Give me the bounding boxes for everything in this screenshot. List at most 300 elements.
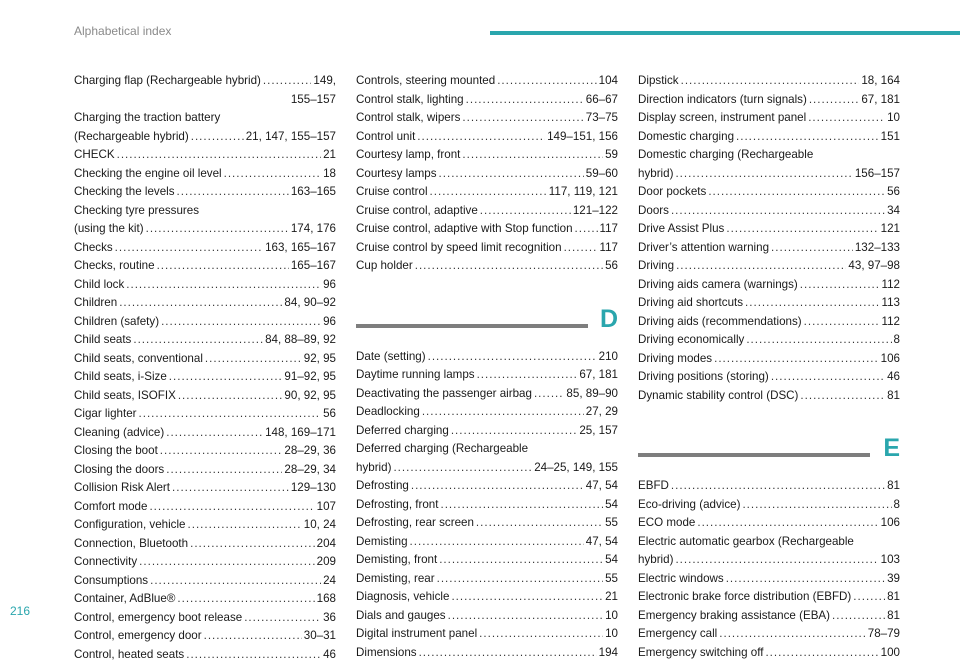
entry-title: Cruise control, adaptive: [356, 202, 478, 221]
entry-row: [74, 572, 336, 591]
entry-pages: 21: [605, 588, 618, 607]
entry-title: Closing the boot: [74, 442, 158, 461]
dot-leader: [771, 239, 853, 258]
entry-row: [356, 625, 618, 644]
index-entry: [638, 146, 900, 183]
entry-title: (using the kit): [74, 220, 144, 239]
entry-row: [638, 294, 900, 313]
dot-leader: [410, 533, 584, 552]
entry-title: Emergency call: [638, 625, 717, 644]
index-entry: [74, 202, 336, 239]
entry-pages: 10: [605, 607, 618, 626]
entry-pages: 90, 92, 95: [284, 387, 336, 406]
dot-leader: [451, 588, 603, 607]
entry-title: Child seats, conventional: [74, 350, 203, 369]
index-entry: [74, 257, 336, 276]
dot-leader: [726, 570, 885, 589]
entry-title-line: Deferred charging (Rechargeable: [356, 440, 618, 459]
entry-row: [638, 551, 900, 570]
entry-row: [356, 533, 618, 552]
entry-pages: 163, 165–167: [265, 239, 336, 258]
entry-pages: 66–67: [586, 91, 618, 110]
entry-title: Display screen, instrument panel: [638, 109, 806, 128]
entry-title: Digital instrument panel: [356, 625, 477, 644]
entry-title: Driving aids (recommendations): [638, 313, 802, 332]
entry-row: [638, 477, 900, 496]
index-entry: [638, 91, 900, 110]
section-letter-d: D: [600, 304, 618, 334]
entry-title: Connection, Bluetooth: [74, 535, 188, 554]
entry-pages: 56: [605, 257, 618, 276]
entry-pages: 55: [605, 570, 618, 589]
entry-pages: 10: [605, 625, 618, 644]
entry-title: Emergency braking assistance (EBA): [638, 607, 830, 626]
index-entry: [638, 477, 900, 496]
index-entry: [74, 294, 336, 313]
dot-leader: [422, 403, 584, 422]
dot-leader: [765, 644, 878, 663]
entry-title: CHECK: [74, 146, 115, 165]
entry-title: Children: [74, 294, 117, 313]
entry-pages: 21, 147, 155–157: [246, 128, 336, 147]
dot-leader: [462, 109, 583, 128]
entry-row: [356, 202, 618, 221]
index-entry: [638, 331, 900, 350]
entry-title: ECO mode: [638, 514, 695, 533]
entry-pages: 54: [605, 551, 618, 570]
entry-row: [356, 128, 618, 147]
entry-pages: 204: [317, 535, 336, 554]
dot-leader: [697, 514, 878, 533]
entry-row: [74, 368, 336, 387]
entry-row: [356, 403, 618, 422]
dot-leader: [497, 72, 596, 91]
index-entry: [356, 239, 618, 258]
entry-title: Collision Risk Alert: [74, 479, 170, 498]
entry-pages: 121–122: [573, 202, 618, 221]
entry-title: (Rechargeable hybrid): [74, 128, 189, 147]
page-number: 216: [10, 604, 30, 618]
dot-leader: [534, 385, 564, 404]
dot-leader: [415, 257, 603, 276]
entry-title: Driving: [638, 257, 674, 276]
entry-pages: 30–31: [304, 627, 336, 646]
entry-row: [638, 276, 900, 295]
entry-title: Container, AdBlue®: [74, 590, 175, 609]
index-entry: [356, 202, 618, 221]
dot-leader: [736, 128, 879, 147]
index-group-e: [638, 477, 900, 662]
entry-pages: 103: [881, 551, 900, 570]
entry-row: [638, 183, 900, 202]
entry-row: [638, 331, 900, 350]
entry-pages: 39: [887, 570, 900, 589]
index-entry: [74, 331, 336, 350]
index-entry: [638, 109, 900, 128]
index-entry: [356, 422, 618, 441]
entry-title: Courtesy lamp, front: [356, 146, 460, 165]
entry-pages: 121: [881, 220, 900, 239]
entry-pages: 34: [887, 202, 900, 221]
entry-pages: 151: [881, 128, 900, 147]
entry-row: [356, 91, 618, 110]
entry-title-line: Domestic charging (Rechargeable: [638, 146, 900, 165]
entry-row: [74, 498, 336, 517]
entry-row: [356, 385, 618, 404]
dot-leader: [133, 331, 263, 350]
entry-pages: 55: [605, 514, 618, 533]
dot-leader: [832, 607, 885, 626]
entry-row: [356, 72, 618, 91]
entry-row: [74, 609, 336, 628]
entry-title: hybrid): [638, 165, 673, 184]
dot-leader: [719, 625, 865, 644]
entry-pages: 104: [599, 72, 618, 91]
dot-leader: [244, 609, 321, 628]
entry-title: Checks, routine: [74, 257, 155, 276]
entry-row: [74, 165, 336, 184]
entry-row: [74, 294, 336, 313]
dot-leader: [186, 646, 321, 664]
entry-pages: 210: [599, 348, 618, 367]
dot-leader: [671, 202, 885, 221]
index-entry: [356, 570, 618, 589]
entry-row: [74, 313, 336, 332]
entry-title: Control stalk, wipers: [356, 109, 460, 128]
dot-leader: [188, 516, 302, 535]
entry-pages: 56: [887, 183, 900, 202]
dot-leader: [462, 146, 603, 165]
dot-leader: [177, 590, 314, 609]
dot-leader: [411, 477, 584, 496]
entry-title: Checks: [74, 239, 113, 258]
entry-pages: 78–79: [868, 625, 900, 644]
dot-leader: [564, 239, 598, 258]
index-entry: [74, 590, 336, 609]
index-entry: [638, 313, 900, 332]
entry-pages: 81: [887, 477, 900, 496]
entry-pages: 112: [882, 276, 900, 295]
index-entry: [356, 128, 618, 147]
entry-row: [74, 627, 336, 646]
index-column-3: [638, 72, 900, 662]
dot-leader: [800, 387, 885, 406]
dot-leader: [479, 625, 603, 644]
entry-row: [74, 405, 336, 424]
entry-pages: 59–60: [586, 165, 618, 184]
dot-leader: [742, 496, 891, 515]
index-group-d-continued: [638, 72, 900, 405]
entry-pages: 96: [323, 276, 336, 295]
index-entry: [356, 165, 618, 184]
entry-title: Deadlocking: [356, 403, 420, 422]
index-entry: [638, 257, 900, 276]
entry-pages: 67, 181: [861, 91, 900, 110]
dot-leader: [224, 165, 321, 184]
entry-pages: 46: [323, 646, 336, 664]
entry-title: Cruise control by speed limit recognition: [356, 239, 562, 258]
dot-leader: [800, 276, 880, 295]
index-entry: [74, 646, 336, 664]
entry-row: [74, 479, 336, 498]
entry-title: Control, emergency boot release: [74, 609, 242, 628]
entry-title: Closing the doors: [74, 461, 164, 480]
entry-title: Cruise control, adaptive with Stop function: [356, 220, 573, 239]
entry-row: [638, 350, 900, 369]
entry-pages: 67, 181: [579, 366, 618, 385]
entry-row: [638, 257, 900, 276]
entry-row: [356, 348, 618, 367]
entry-title: Cruise control: [356, 183, 428, 202]
dot-leader: [448, 607, 604, 626]
entry-pages: 28–29, 36: [284, 442, 336, 461]
entry-title: Demisting, rear: [356, 570, 435, 589]
entry-row: [74, 553, 336, 572]
entry-row: [638, 368, 900, 387]
entry-title: Courtesy lamps: [356, 165, 437, 184]
index-entry: [74, 442, 336, 461]
entry-row: [638, 220, 900, 239]
entry-pages: 18, 164: [861, 72, 900, 91]
entry-title: Electric windows: [638, 570, 724, 589]
dot-leader: [439, 551, 603, 570]
entry-row: [356, 459, 618, 478]
index-entry: [74, 627, 336, 646]
index-entry: [356, 146, 618, 165]
index-entry: [74, 313, 336, 332]
entry-row: [74, 442, 336, 461]
dot-leader: [150, 572, 321, 591]
entry-title: Control, emergency door: [74, 627, 202, 646]
entry-row: [74, 276, 336, 295]
dot-leader: [191, 128, 244, 147]
entry-title: Child lock: [74, 276, 124, 295]
entry-title: Deferred charging: [356, 422, 449, 441]
entry-row: [638, 387, 900, 406]
entry-row: [356, 366, 618, 385]
entry-row: [638, 625, 900, 644]
index-entry: [638, 644, 900, 663]
index-entry: [74, 572, 336, 591]
entry-title: Connectivity: [74, 553, 137, 572]
index-entry: [356, 220, 618, 239]
entry-pages: 149–151, 156: [547, 128, 618, 147]
entry-pages: 43, 97–98: [848, 257, 900, 276]
entry-row: [356, 220, 618, 239]
index-entry: [356, 348, 618, 367]
dot-leader: [178, 387, 283, 406]
entry-row: [356, 551, 618, 570]
dot-leader: [771, 368, 885, 387]
dot-leader: [746, 331, 891, 350]
dot-leader: [263, 72, 312, 91]
index-entry: [74, 461, 336, 480]
entry-row: [74, 220, 336, 239]
entry-title-line: Charging the traction battery: [74, 109, 336, 128]
dot-leader: [726, 220, 878, 239]
entry-row: [356, 496, 618, 515]
entry-title: Door pockets: [638, 183, 706, 202]
entry-title: Domestic charging: [638, 128, 734, 147]
entry-title: Demisting: [356, 533, 408, 552]
entry-row: [356, 146, 618, 165]
entry-row: [638, 644, 900, 663]
section-header-d: [356, 304, 618, 340]
entry-row: [638, 239, 900, 258]
index-entry: [74, 350, 336, 369]
entry-row: [74, 535, 336, 554]
entry-title: Emergency switching off: [638, 644, 763, 663]
entry-row: [638, 313, 900, 332]
index-entry: [74, 405, 336, 424]
entry-title: Drive Assist Plus: [638, 220, 724, 239]
dot-leader: [714, 350, 879, 369]
index-entry: [356, 496, 618, 515]
index-group-c-continued: [356, 72, 618, 276]
header-title: Alphabetical index: [74, 24, 171, 38]
entry-title: Children (safety): [74, 313, 159, 332]
entry-pages: 8: [894, 496, 900, 515]
section-letter-e: E: [883, 433, 900, 463]
entry-pages: 84, 90–92: [284, 294, 336, 313]
index-column-1: [74, 72, 336, 664]
entry-title: Control unit: [356, 128, 415, 147]
index-entry: [638, 533, 900, 570]
dot-leader: [161, 313, 321, 332]
index-entry: [638, 183, 900, 202]
entry-pages: 54: [605, 496, 618, 515]
entry-row: [74, 257, 336, 276]
entry-pages: 85, 89–90: [566, 385, 618, 404]
entry-pages: 132–133: [855, 239, 900, 258]
index-entry: [356, 607, 618, 626]
entry-pages: 117: [600, 239, 618, 258]
entry-pages: 8: [894, 331, 900, 350]
index-entry: [638, 607, 900, 626]
dot-leader: [117, 146, 322, 165]
index-entry: [74, 424, 336, 443]
entry-row: [638, 588, 900, 607]
entry-title: hybrid): [356, 459, 391, 478]
entry-pages: 73–75: [586, 109, 618, 128]
entry-title-line: Electric automatic gearbox (Rechargeable: [638, 533, 900, 552]
index-entry: [356, 514, 618, 533]
index-entry: [638, 220, 900, 239]
dot-leader: [745, 294, 879, 313]
entry-pages: 81: [887, 588, 900, 607]
entry-title: Driving positions (storing): [638, 368, 769, 387]
entry-row: [356, 477, 618, 496]
entry-title: Charging flap (Rechargeable hybrid): [74, 72, 261, 91]
entry-title: Driver’s attention warning: [638, 239, 769, 258]
entry-pages: 84, 88–89, 92: [265, 331, 336, 350]
entry-row: [356, 183, 618, 202]
dot-leader: [708, 183, 885, 202]
entry-pages: 27, 29: [586, 403, 618, 422]
entry-title: Cigar lighter: [74, 405, 137, 424]
index-entry: [74, 498, 336, 517]
entry-row: [356, 109, 618, 128]
entry-pages: 81: [887, 607, 900, 626]
entry-pages: 129–130: [291, 479, 336, 498]
entry-title: Dipstick: [638, 72, 679, 91]
entry-pages: 81: [887, 387, 900, 406]
index-entry: [638, 625, 900, 644]
section-rule: [356, 324, 588, 328]
index-entry: [74, 387, 336, 406]
dot-leader: [681, 72, 860, 91]
entry-row: [74, 72, 336, 91]
entry-pages: 24: [323, 572, 336, 591]
index-entry: [356, 366, 618, 385]
dot-leader: [676, 257, 846, 276]
index-entry: [638, 239, 900, 258]
entry-title: Driving aid shortcuts: [638, 294, 743, 313]
entry-row: [74, 387, 336, 406]
entry-pages: 59: [605, 146, 618, 165]
index-entry: [74, 609, 336, 628]
entry-pages: 163–165: [291, 183, 336, 202]
dot-leader: [451, 422, 578, 441]
entry-row: [638, 91, 900, 110]
entry-row: [356, 239, 618, 258]
entry-row: [74, 516, 336, 535]
index-entry: [356, 72, 618, 91]
entry-row: [74, 590, 336, 609]
index-entry: [638, 72, 900, 91]
dot-leader: [166, 461, 282, 480]
entry-title: EBFD: [638, 477, 669, 496]
index-entry: [356, 644, 618, 663]
entry-row: [74, 461, 336, 480]
entry-row: [356, 165, 618, 184]
entry-row: [74, 331, 336, 350]
dot-leader: [804, 313, 880, 332]
entry-row: [74, 350, 336, 369]
entry-title: Deactivating the passenger airbag: [356, 385, 532, 404]
entry-row: [638, 109, 900, 128]
entry-pages: 10, 24: [304, 516, 336, 535]
dot-leader: [477, 366, 578, 385]
index-entry: [356, 440, 618, 477]
header-accent-bar: [490, 31, 960, 35]
entry-pages: 46: [887, 368, 900, 387]
entry-pages: 165–167: [291, 257, 336, 276]
entry-row: [74, 424, 336, 443]
entry-title: hybrid): [638, 551, 673, 570]
entry-pages: 117: [600, 220, 618, 239]
index-entry: [638, 588, 900, 607]
index-entry: [356, 403, 618, 422]
entry-pages: 10: [887, 109, 900, 128]
entry-title: Control stalk, lighting: [356, 91, 464, 110]
index-entry: [74, 553, 336, 572]
entry-pages: 107: [317, 498, 336, 517]
entry-row: [356, 607, 618, 626]
index-entry: [638, 496, 900, 515]
entry-title: Defrosting, front: [356, 496, 438, 515]
entry-pages: 168: [317, 590, 336, 609]
dot-leader: [671, 477, 885, 496]
entry-title: Checking the engine oil level: [74, 165, 222, 184]
index-entry: [638, 350, 900, 369]
index-entry: [356, 477, 618, 496]
entry-row: [74, 239, 336, 258]
index-entry: [356, 109, 618, 128]
dot-leader: [160, 442, 283, 461]
entry-row: [356, 422, 618, 441]
entry-row: [638, 514, 900, 533]
